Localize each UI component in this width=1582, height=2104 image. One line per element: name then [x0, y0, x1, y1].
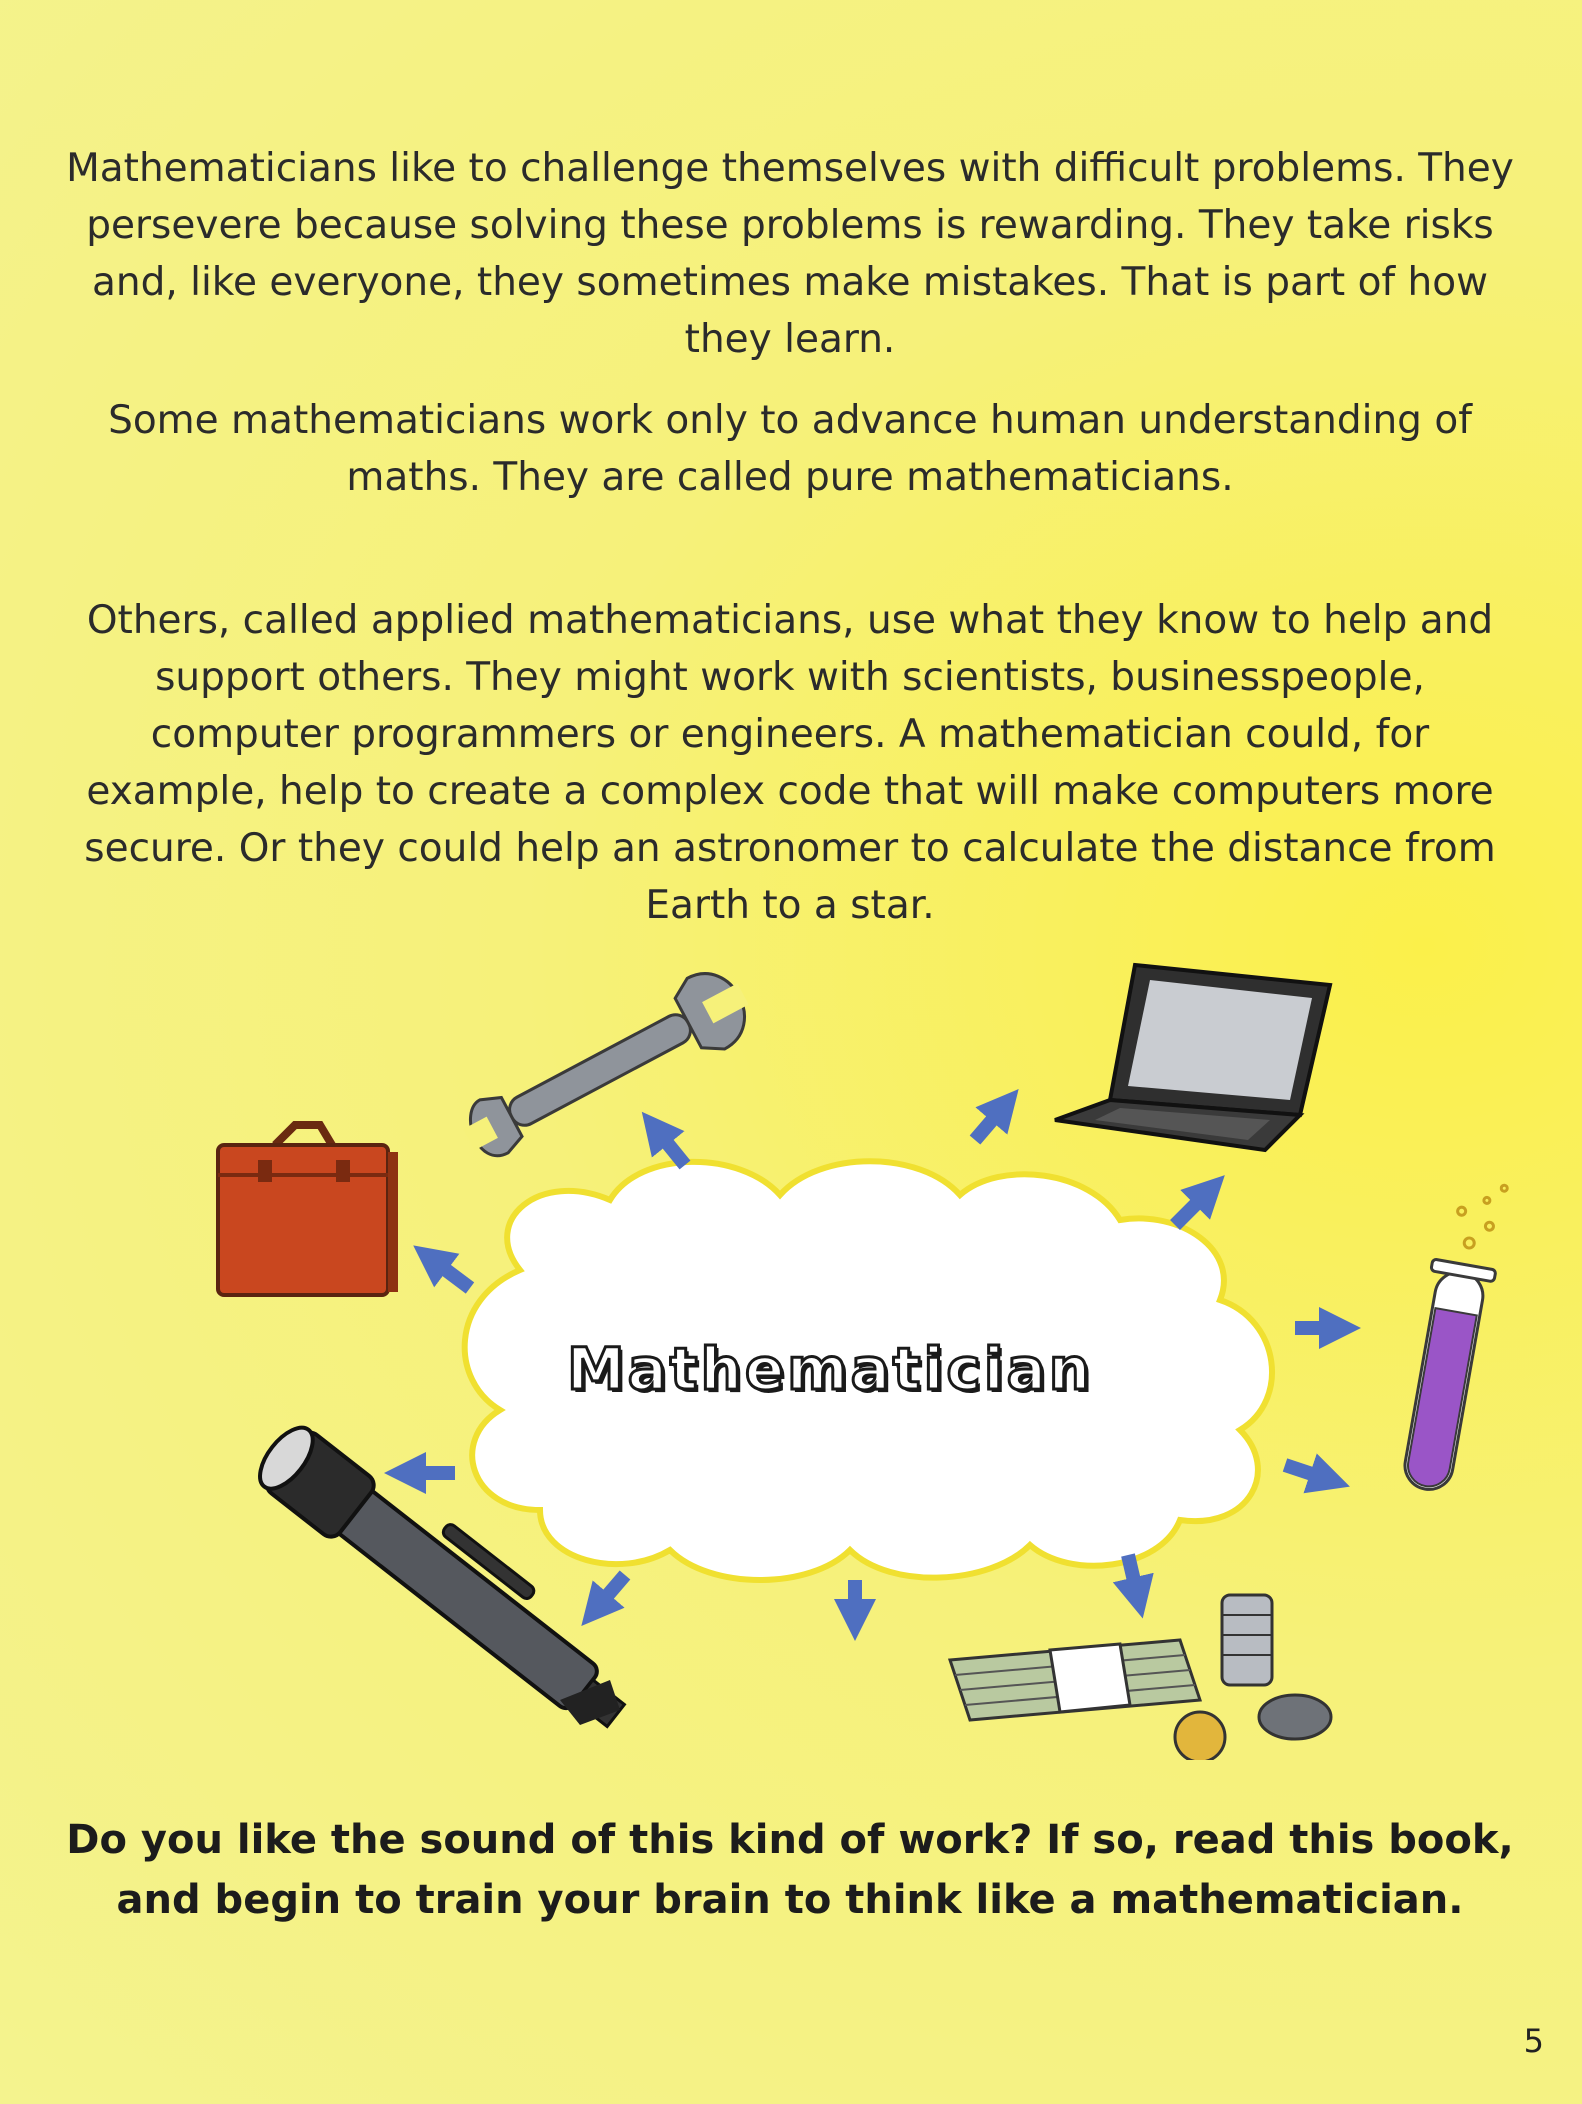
arrow-to-money: [1128, 1555, 1138, 1598]
arrow-to-briefcase: [430, 1258, 470, 1288]
arrow-to-wrench: [655, 1128, 685, 1165]
laptop-icon: [1055, 965, 1330, 1150]
wrench-icon: [451, 959, 762, 1175]
closing-question: Do you like the sound of this kind of work? If so, read this book, and begin to train your brain to think like a mathematician.: [66, 1817, 1514, 1923]
test-tube-icon: [1393, 1175, 1510, 1494]
paragraph-applied-mathematicians: Others, called applied mathematicians, use what they know to help and support others. They might work with scientists, businesspeople, computer programmers or engineers. A mathematician could, for example, help to create a complex code that will make computers more secure. Or they could help an astronomer to calculate the distance from Earth to a star.: [84, 598, 1496, 928]
arrow-to-telescope-2: [595, 1575, 625, 1610]
paragraph-challenge: Mathematicians like to challenge themselves with difficult problems. They persevere because solving these problems is rewarding. They take risks and, like everyone, they sometimes make mistakes. That is part of how they learn.: [66, 146, 1514, 362]
money-icon: [950, 1595, 1331, 1760]
paragraph-pure-mathematicians: Some mathematicians work only to advance human understanding of maths. They are called pure mathematicians.: [108, 398, 1472, 500]
arrow-to-laptop-2: [1175, 1190, 1210, 1225]
briefcase-icon: [218, 1125, 398, 1295]
cloud-label-mathematician: Mathematician: [566, 1335, 1094, 1403]
page-number: 5: [1523, 2022, 1544, 2060]
arrow-to-test-tube-2: [1285, 1465, 1330, 1480]
arrow-to-laptop: [975, 1105, 1005, 1140]
